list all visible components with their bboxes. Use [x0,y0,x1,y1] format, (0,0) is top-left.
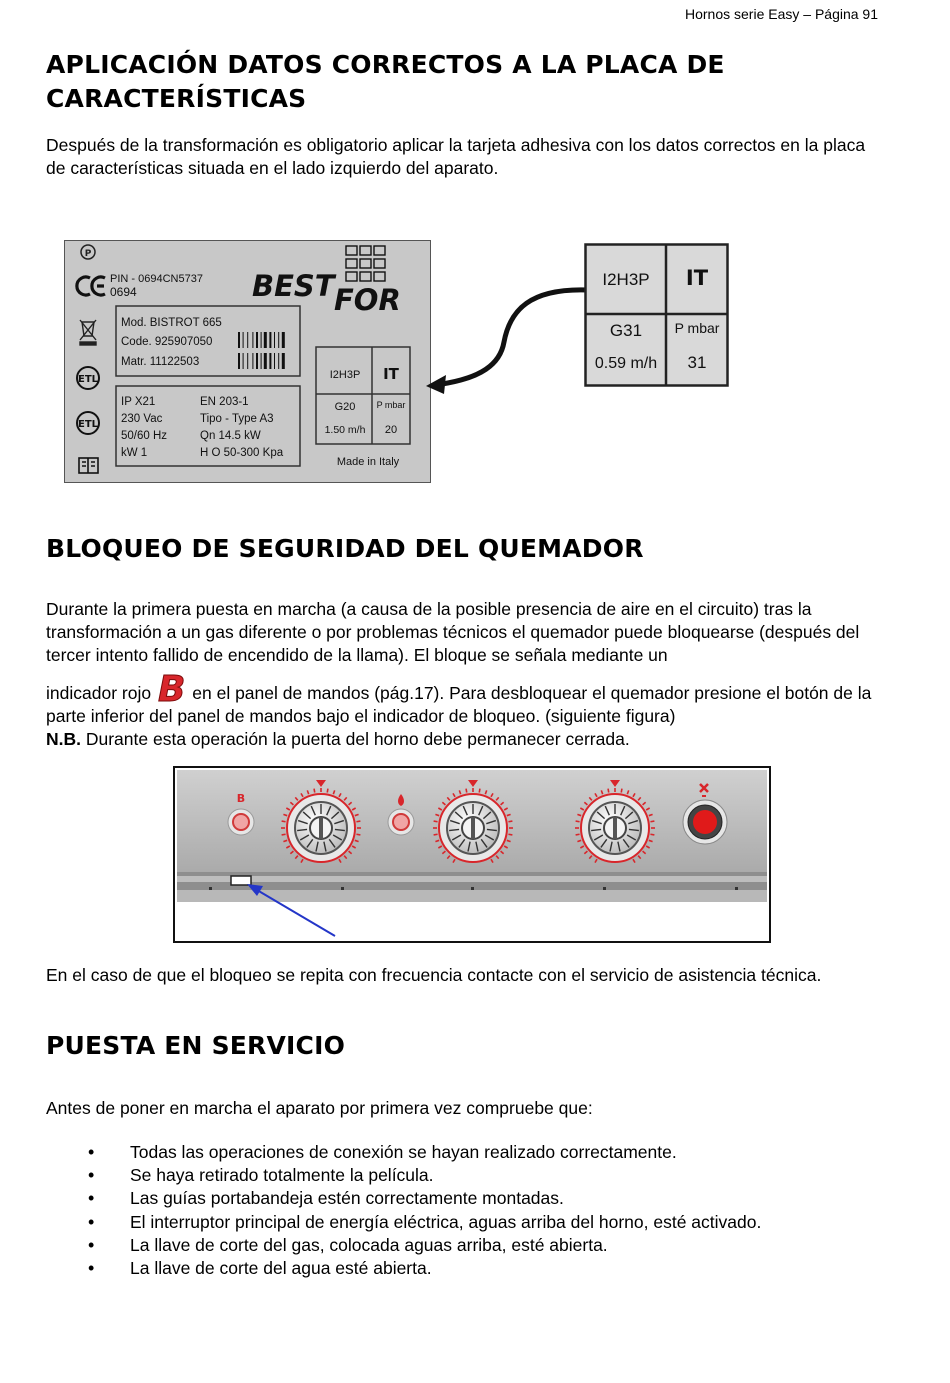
svg-text:ETL: ETL [77,419,99,430]
plate-matr: Matr. 11122503 [121,356,200,368]
plate-code: Code. 925907050 [121,336,213,348]
sticker-gas-category: I2H3P [602,270,650,289]
section-title-commissioning: PUESTA EN SERVICIO [46,1031,346,1060]
fan-button[interactable] [683,800,727,844]
plate-gas-category: I2H3P [329,369,361,381]
checklist [46,1141,761,1280]
repeat-lock-text: En el caso de que el bloqueo se repita con frecuencia contacte con el servicio de asistencia técnica. [46,965,822,985]
sticker-pressure: 31 [687,353,707,372]
svg-text:FOR: FOR [334,283,401,317]
plate-instructions: Después de la transformación es obligatorio aplicar la tarjeta adhesiva con los datos correctos en la placa de características situada en el lado izquierdo del aparato. [46,135,866,178]
plate-ce-number: 0694 [110,285,137,299]
section-title-safety-lock: BLOQUEO DE SEGURIDAD DEL QUEMADOR [46,534,644,563]
plate-standard: EN 203-1 [200,396,249,408]
plate-voltage: 230 Vac [121,413,163,425]
plate-flow: 1.50 m/h [324,424,366,436]
nb-label: N.B. [46,729,81,749]
list-item: • El interruptor principal de energía eléctrica, aguas arriba del horno, esté activado. [46,1211,761,1234]
page-header: Hornos serie Easy – Página 91 [685,6,878,22]
plate-made-in: Made in Italy [336,456,400,468]
plate-qn: Qn 14.5 kW [200,430,261,442]
safety-lock-text: Durante la primera puesta en marcha (a causa de la posible presencia de aire en el circuito) tras la transformación a un gas diferente o por problemas técnicos el quemador puede bloquearse (después del tercer intento fallido de encendido de la llama). El bloque se señala mediante un indicador rojo B en el panel de mandos (pág.17). Para desbloquear el quemador presione el botón de la parte inferior del panel de mandos bajo el indicador de bloqueo. (siguiente figura) N.B. Durante esta operación la puerta del horno debe permanecer cerrada. [46,599,872,749]
data-plate-figure [64,240,432,484]
plate-ip: IP X21 [121,396,156,408]
curved-arrow-icon [420,280,592,400]
sticker-flow: 0.59 m/h [594,355,658,372]
correction-sticker [584,243,729,387]
list-item: • Todas las operaciones de conexión se hayan realizado correctamente. [46,1141,761,1164]
lock-indicator-icon: B [157,669,186,710]
plate-power: kW 1 [121,447,148,459]
panel-b-label: B [236,792,246,805]
list-item: • Las guías portabandeja estén correctamente montadas. [46,1187,761,1210]
plate-pressure: 20 [384,424,398,436]
control-panel-figure [173,766,771,943]
list-item: • La llave de corte del gas, colocada aguas arriba, esté abierta. [46,1234,761,1257]
commissioning-intro: Antes de poner en marcha el aparato por primera vez compruebe que: [46,1098,593,1118]
list-item: • La llave de corte del agua esté abierta. [46,1257,761,1280]
sticker-pressure-label: P mbar [674,320,720,336]
svg-text:ETL: ETL [77,374,99,385]
plate-pin: PIN - 0694CN5737 [110,273,203,285]
plate-frequency: 50/60 Hz [121,430,168,442]
plate-type: Tipo - Type A3 [200,413,274,425]
sticker-gas: G31 [609,321,643,340]
plate-water-pressure: H O 50-300 Kpa [200,447,284,459]
lock-indicator-light [228,809,254,835]
plate-model: Mod. BISTROT 665 [121,317,222,329]
plate-country: IT [383,365,399,383]
unlock-button[interactable] [231,876,251,885]
plate-pressure-label: P mbar [376,400,406,410]
svg-text:P: P [84,249,92,259]
sticker-country: IT [685,266,709,290]
section-title-plate: APLICACIÓN DATOS CORRECTOS A LA PLACA DE CARACTERÍSTICAS [46,50,725,113]
svg-text:BEST: BEST [252,269,335,303]
plate-gas: G20 [334,401,356,413]
list-item: • Se haya retirado totalmente la película. [46,1164,761,1187]
